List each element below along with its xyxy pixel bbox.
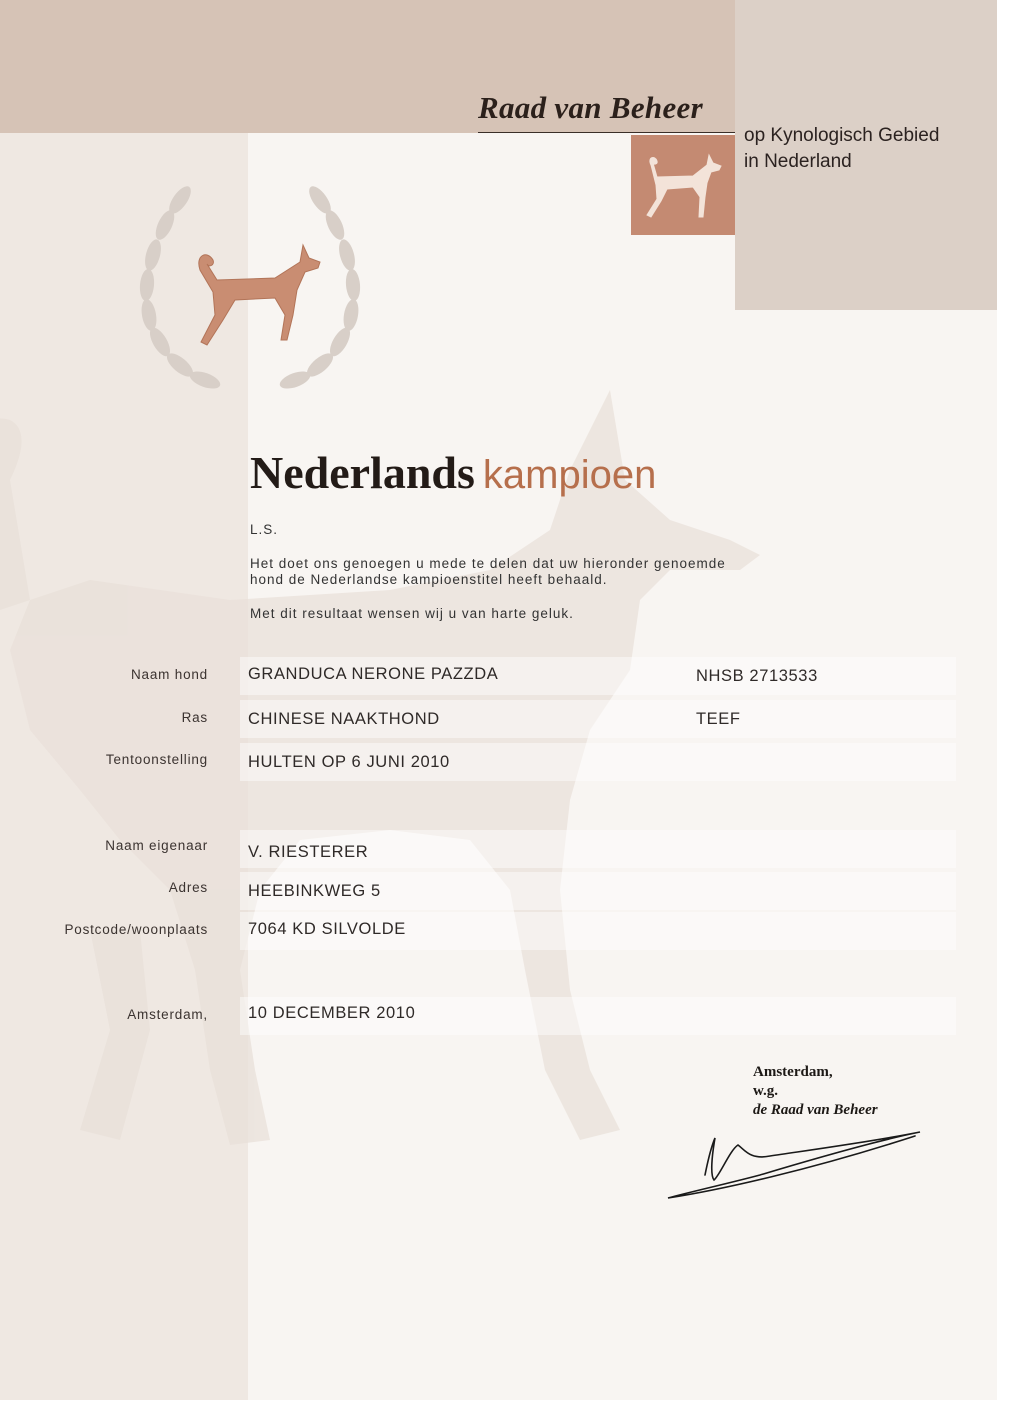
signature-wg: w.g. bbox=[753, 1083, 779, 1099]
intro-line-1: Het doet ons genoegen u mede te delen dat uw hieronder genoemde bbox=[250, 556, 726, 571]
postcode-value: 7064 KD SILVOLDE bbox=[248, 920, 406, 938]
divider bbox=[478, 132, 735, 133]
address-value: HEEBINKWEG 5 bbox=[248, 882, 381, 900]
postcode-label: Postcode/woonplaats bbox=[64, 922, 208, 937]
dog-name-value: GRANDUCA NERONE PAZZDA bbox=[248, 665, 499, 683]
intro-line-2: hond de Nederlandse kampioenstitel heeft behaald. bbox=[250, 572, 608, 587]
dog-name-label: Naam hond bbox=[131, 667, 208, 682]
org-subtitle bbox=[744, 123, 939, 175]
signature-block bbox=[753, 1063, 878, 1120]
org-name: Raad van Beheer bbox=[478, 90, 703, 125]
title-part-1: Nederlands bbox=[250, 447, 475, 498]
issue-date-value: 10 DECEMBER 2010 bbox=[248, 1004, 416, 1022]
laurel-wreath-icon bbox=[125, 180, 375, 395]
sex-value: TEEF bbox=[696, 710, 741, 728]
org-subtitle-line2: in Nederland bbox=[744, 151, 852, 172]
breed-label: Ras bbox=[181, 710, 208, 725]
salutation: L.S. bbox=[250, 522, 279, 537]
intro-line-3: Met dit resultaat wensen wij u van harte geluk. bbox=[250, 606, 574, 621]
owner-name-value: V. RIESTERER bbox=[248, 843, 369, 861]
show-value: HULTEN OP 6 JUNI 2010 bbox=[248, 753, 450, 771]
registration-number: NHSB 2713533 bbox=[696, 667, 818, 685]
title-part-2: kampioen bbox=[482, 453, 657, 497]
dog-emblem-icon bbox=[631, 135, 735, 235]
issue-place-label: Amsterdam, bbox=[127, 1007, 208, 1022]
signature-org: de Raad van Beheer bbox=[753, 1102, 878, 1118]
dog-emblem-logo bbox=[631, 135, 735, 235]
address-label: Adres bbox=[168, 880, 208, 895]
breed-value: CHINESE NAAKTHOND bbox=[248, 710, 440, 728]
signature-mark bbox=[660, 1120, 960, 1210]
page-title bbox=[250, 446, 656, 499]
show-label: Tentoonstelling bbox=[105, 752, 208, 767]
owner-name-label: Naam eigenaar bbox=[105, 838, 208, 853]
org-subtitle-line1: op Kynologisch Gebied bbox=[744, 125, 940, 146]
signature-place: Amsterdam, bbox=[753, 1064, 833, 1080]
